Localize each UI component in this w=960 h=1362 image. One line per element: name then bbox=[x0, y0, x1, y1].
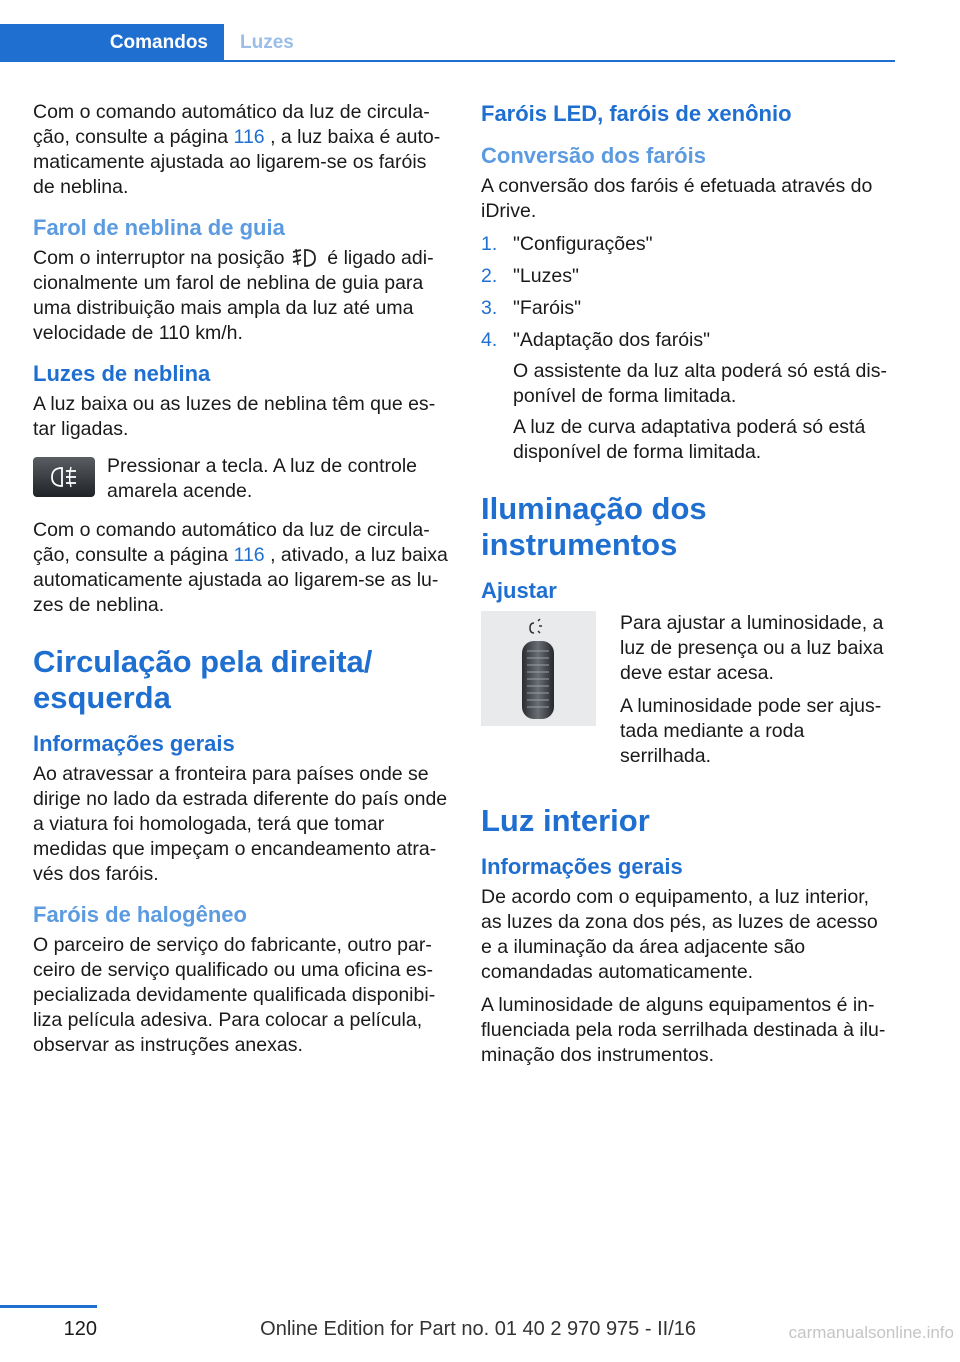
paragraph-auto-light-2: Com o comando automático da luz de circulação, consulte a página 116 , ativado, a luz baixa automaticamente ajustada ao ligarem-se as luzes de neblina. bbox=[33, 519, 448, 616]
fog-button-figure bbox=[33, 454, 450, 504]
watermark: carmanualsonline.info bbox=[788, 1323, 954, 1342]
guide-fog-light-icon bbox=[290, 246, 322, 268]
dimmer-figure bbox=[481, 611, 893, 777]
paragraph-general-info: Ao atravessar a fronteira para países onde se dirige no lado da estrada diferente do país onde a viatura foi homologada, terá que tomar medidas que impeçam o encandeamento através dos faróis. bbox=[33, 763, 448, 885]
heading-adjust: Ajustar bbox=[481, 578, 557, 603]
footer-rule bbox=[0, 1305, 97, 1308]
header-rule bbox=[224, 60, 895, 62]
heading-halogen: Faróis de halogêneo bbox=[33, 902, 247, 927]
edition-text: Online Edition for Part no. 01 40 2 970 975 - II/16 bbox=[260, 1318, 696, 1340]
heading-headlight-conversion: Conversão dos faróis bbox=[481, 143, 706, 168]
paragraph-interior-2: A luminosidade de alguns equipamentos é influenciada pela roda serrilhada destinada à iluminação dos instrumentos. bbox=[481, 994, 886, 1066]
page-number: 120 bbox=[63, 1318, 97, 1340]
paragraph-conversion: A conversão dos faróis é efetuada através do iDrive. bbox=[481, 175, 873, 222]
header-tabs bbox=[0, 24, 895, 62]
paragraph-interior-1: De acordo com o equipamento, a luz interior, as luzes da zona dos pés, as luzes de acesso e a iluminação da área adjacente são comandadas automaticamente. bbox=[481, 886, 878, 983]
tab-comandos[interactable]: Comandos bbox=[0, 24, 224, 62]
heading-left-right-traffic: Circulação pela direita/ esquerda bbox=[33, 644, 373, 715]
adjust-text bbox=[620, 611, 893, 777]
dimmer-wheel-icon bbox=[481, 611, 596, 726]
heading-fog-lights: Luzes de neblina bbox=[33, 361, 211, 386]
paragraph-fog-lights: A luz baixa ou as luzes de neblina têm que estar ligadas. bbox=[33, 393, 436, 440]
list-item: 4. "Adaptação dos faróis" O assistente da luz alta poderá só está disponível de forma limitada. A luz de curva adaptativa poderá só está disponível de forma limitada. bbox=[481, 328, 893, 465]
page-link-116[interactable]: 116 bbox=[233, 126, 265, 148]
left-column bbox=[33, 100, 450, 1066]
heading-instrument-lighting: Iluminação dos instrumentos bbox=[481, 491, 707, 562]
paragraph-halogen: O parceiro de serviço do fabricante, outro parceiro de serviço qualificado ou uma oficina especializada devidamente qualificada disponibiliza película adesiva. Para colocar a película, observar as instruções anexas. bbox=[33, 934, 436, 1056]
paragraph-guide-fog: Com o interruptor na posição é ligado adicionalmente um farol de neblina de guia para uma distribuição mais ampla da luz até uma velocidade de 110 km/h. bbox=[33, 247, 434, 344]
heading-interior-light: Luz interior bbox=[481, 803, 650, 838]
fog-light-button-icon bbox=[33, 457, 95, 497]
list-item: 2. "Luzes" bbox=[481, 265, 579, 287]
right-column bbox=[481, 100, 893, 1076]
list-item: 1. "Configurações" bbox=[481, 233, 653, 255]
step-note: O assistente da luz alta poderá só está disponível de forma limitada. bbox=[513, 360, 887, 407]
heading-general-info: Informações gerais bbox=[33, 731, 235, 756]
conversion-steps bbox=[481, 232, 893, 465]
paragraph-adjust-2: A luminosidade pode ser ajustada mediante a roda serrilhada. bbox=[620, 695, 882, 767]
paragraph-auto-light: Com o comando automático da luz de circulação, consulte a página 116 , a luz baixa é automaticamente ajustada ao ligarem-se os faróis de neblina. bbox=[33, 101, 441, 198]
paragraph-adjust-1: Para ajustar a luminosidade, a luz de presença ou a luz baixa deve estar acesa. bbox=[620, 612, 884, 684]
list-item: 3. "Faróis" bbox=[481, 297, 582, 319]
heading-guide-fog: Farol de neblina de guia bbox=[33, 215, 285, 240]
paragraph-press-button: Pressionar a tecla. A luz de controle amarela acende. bbox=[107, 455, 418, 502]
step-note: A luz de curva adaptativa poderá só está disponível de forma limitada. bbox=[513, 416, 866, 463]
heading-general-info-interior: Informações gerais bbox=[481, 854, 683, 879]
tab-luzes[interactable]: Luzes bbox=[240, 32, 294, 53]
page-link-116-b[interactable]: 116 bbox=[233, 544, 265, 566]
heading-led-xenon: Faróis LED, faróis de xenônio bbox=[481, 101, 792, 126]
